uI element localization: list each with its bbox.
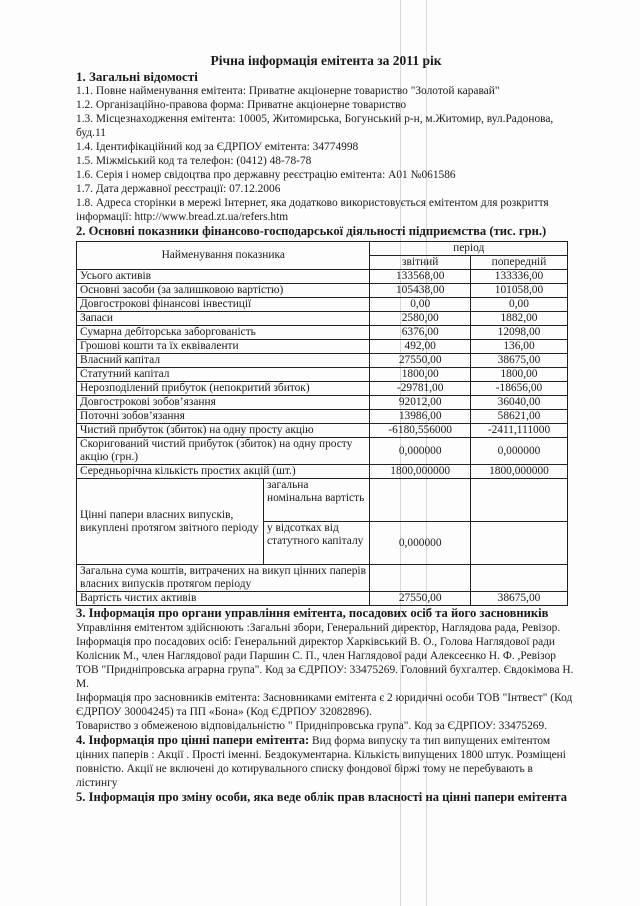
indicator-name: Статутний капітал: [77, 368, 370, 382]
value-previous: 1882,00: [470, 312, 567, 326]
table-row: [77, 410, 568, 424]
table-row: [77, 438, 568, 465]
total-buyback-previous: [470, 565, 567, 592]
value-current: 6376,00: [370, 326, 471, 340]
document-content: [76, 54, 576, 805]
value-previous: 101058,00: [470, 284, 567, 298]
value-previous: 36040,00: [470, 396, 567, 410]
section-1-heading: 1. Загальні відомості: [76, 69, 198, 84]
net-assets-current: 27550,00: [370, 592, 471, 606]
indicator-name: Усього активів: [77, 270, 370, 284]
value-current: 1800,00: [370, 368, 471, 382]
buyback-sub-nominal: загальна номінальна вартість: [264, 479, 369, 522]
table-row-net-assets: [77, 592, 568, 606]
value-previous: 12098,00: [470, 326, 567, 340]
management-bodies-text: Управління емітентом здійснюють :Загальні збори, Генеральний директор, Наглядова рада, Ревізор.: [76, 622, 561, 634]
value-current: 133568,00: [370, 270, 471, 284]
value-current: 27550,00: [370, 354, 471, 368]
indicator-name: Нерозподілений прибуток (непокритий збиток): [77, 382, 370, 396]
table-row: [77, 340, 568, 354]
indicator-name: Сумарна дебіторська заборгованість: [77, 326, 370, 340]
section-4-paragraph: [76, 733, 576, 790]
info-line: 1.4. Ідентифікаційний код за ЄДРПОУ емітента: 34774998: [76, 141, 359, 153]
table-row: [77, 284, 568, 298]
officials-text: Інформація про посадових осіб: Генеральний директор Харківський В. О., Голова Наглядової ради Колісник М., член Наглядової ради Паршин С. П., член Наглядової ради Алексеєнко Н. Ф. ,Ревізор ТОВ "Придніпровська аграрна група". Код за ЄДРПОУ: 33475269. Головний бухгалтер. Євдокімова Н. М.: [76, 636, 574, 690]
table-row-buyback: [77, 479, 568, 522]
value-previous: 136,00: [470, 340, 567, 354]
table-row: [77, 382, 568, 396]
buyback-cell: [77, 479, 370, 565]
table-row: [77, 326, 568, 340]
value-previous: -18656,00: [470, 382, 567, 396]
total-buyback-current: [370, 565, 471, 592]
value-previous: 0,00: [470, 298, 567, 312]
table-row: [77, 312, 568, 326]
value-current: 2580,00: [370, 312, 471, 326]
document-title: Річна інформація емітента за 2011 рік: [210, 53, 442, 68]
buyback-nominal-previous: [470, 479, 567, 522]
value-current: 105438,00: [370, 284, 471, 298]
indicator-name: Власний капітал: [77, 354, 370, 368]
section-5-heading: 5. Інформація про зміну особи, яка веде облік прав власності на цінні папери емітента: [76, 790, 568, 804]
value-current: 1800,000000: [370, 465, 471, 479]
value-previous: 58621,00: [470, 410, 567, 424]
section-2-heading: 2. Основні показники фінансово-господарської діяльності підприємства (тис. грн.): [76, 224, 547, 238]
value-current: 492,00: [370, 340, 471, 354]
indicator-name: Скоригований чистий прибуток (збиток) на одну просту акцію (грн.): [77, 438, 370, 465]
value-current: -29781,00: [370, 382, 471, 396]
buyback-percent-previous: [470, 522, 567, 565]
total-buyback-name: Загальна сума коштів, витрачених на викуп цінних паперів власних випусків протягом періоду: [77, 565, 370, 592]
financial-indicators-table: [76, 241, 568, 606]
value-previous: 0,000000: [470, 438, 567, 465]
info-line: 1.7. Дата державної реєстрації: 07.12.2006: [76, 183, 281, 195]
buyback-sub-percent: у відсотках від статутного капіталу: [267, 522, 364, 547]
header-previous: попередній: [470, 256, 567, 270]
net-assets-previous: 38675,00: [470, 592, 567, 606]
table-row: [77, 368, 568, 382]
indicator-name: Середньорічна кількість простих акцій (шт.): [77, 465, 370, 479]
info-line: 1.1. Повне найменування емітента: Приватне акціонерне товариство "Золотой каравай": [76, 85, 500, 97]
securities-text: Вид форма випуску та тип випущених емітентом цінних паперів : Акції . Прості іменні. Бездокументарна. Кількість випущених 1800 штук. Розміщені повністю. Акції не включені до котирувального списку фондової біржі тому не перебувають в лістингу: [76, 735, 566, 789]
info-line: 1.3. Місцезнаходження емітента: 10005, Житомирська, Богунський р-н, м.Житомир, вул.Радонова, буд.11: [76, 113, 554, 139]
indicator-name: Запаси: [77, 312, 370, 326]
net-assets-name: Вартість чистих активів: [77, 592, 370, 606]
value-previous: 1800,00: [470, 368, 567, 382]
table-row-total-buyback: [77, 565, 568, 592]
buyback-name: Цінні папери власних випусків, викуплені протягом звітного періоду: [77, 479, 264, 564]
header-period: період: [370, 242, 568, 256]
section-4-heading: 4. Інформація про цінні папери емітента:: [76, 733, 310, 747]
llc-text: Товариство з обмеженою відповідальністю " Придніпровська група". Код за ЄДРПОУ: 33475269.: [76, 720, 548, 732]
header-indicator-name: Найменування показника: [77, 242, 370, 270]
table-row: [77, 424, 568, 438]
table-row: [77, 354, 568, 368]
header-current: звітний: [370, 256, 471, 270]
indicator-name: Основні засоби (за залишковою вартістю): [77, 284, 370, 298]
indicator-name: Грошові кошти та їх еквіваленти: [77, 340, 370, 354]
info-line: 1.2. Організаційно-правова форма: Приватне акціонерне товариство: [76, 99, 407, 111]
table-row: [77, 465, 568, 479]
indicator-name: Довгострокові зобов’язання: [77, 396, 370, 410]
table-row: [77, 270, 568, 284]
info-line: 1.6. Серія і номер свідоцтва про державну реєстрацію емітента: А01 №061586: [76, 169, 456, 181]
section-3-heading: 3. Інформація про органи управління емітента, посадових осіб та його засновників: [76, 606, 549, 620]
buyback-percent-current: 0,000000: [370, 522, 471, 565]
table-row: [77, 298, 568, 312]
value-previous: 1800,000000: [470, 465, 567, 479]
value-previous: 133336,00: [470, 270, 567, 284]
value-current: 92012,00: [370, 396, 471, 410]
value-current: 0,00: [370, 298, 471, 312]
founders-text: Інформація про засновників емітента: Засновниками емітента є 2 юридичні особи ТОВ "Інтвест" (Код ЄДРПОУ 30004245) та ПП «Бона» (Код ЄДРПОУ 32082896).: [76, 692, 573, 718]
buyback-nominal-current: [370, 479, 471, 522]
value-current: 13986,00: [370, 410, 471, 424]
info-line: 1.5. Міжміський код та телефон: (0412) 48-78-78: [76, 155, 312, 167]
value-current: -6180,556000: [370, 424, 471, 438]
value-previous: 38675,00: [470, 354, 567, 368]
value-previous: -2411,111000: [470, 424, 567, 438]
indicator-name: Довгострокові фінансові інвестиції: [77, 298, 370, 312]
info-line: 1.8. Адреса сторінки в мережі Інтернет, яка додатково використовується емітентом для розкриття інформації: http://www.bread.zt.ua/refers.htm: [76, 197, 549, 223]
indicator-name: Поточні зобов’язання: [77, 410, 370, 424]
indicator-name: Чистий прибуток (збиток) на одну просту акцію: [77, 424, 370, 438]
value-current: 0,000000: [370, 438, 471, 465]
table-header-row: [77, 242, 568, 256]
table-row: [77, 396, 568, 410]
